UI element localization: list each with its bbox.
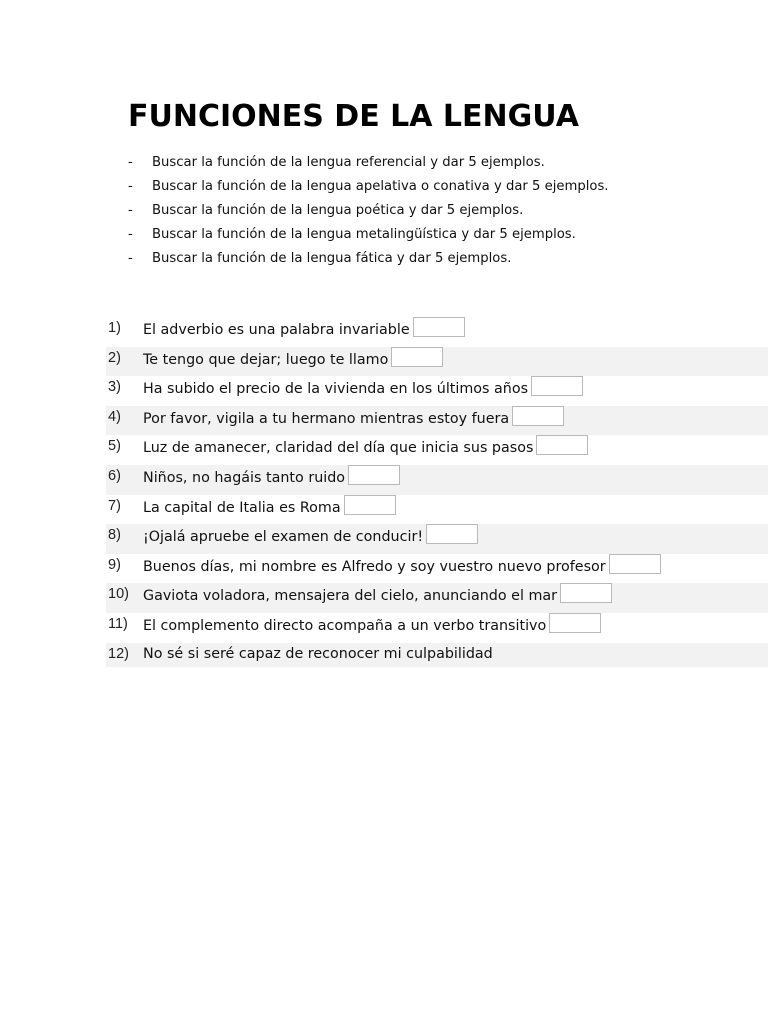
question-row-10 <box>106 583 768 613</box>
question-number: 3) <box>108 379 121 396</box>
answer-input[interactable] <box>560 583 612 603</box>
instruction-item <box>128 247 609 271</box>
answer-input[interactable] <box>531 376 583 396</box>
answer-input[interactable] <box>609 554 661 574</box>
question-content <box>143 440 588 456</box>
question-text: Por favor, vigila a tu hermano mientras estoy fuera <box>143 410 510 427</box>
question-content <box>143 588 612 604</box>
question-text: Te tengo que dejar; luego te llamo <box>143 351 389 368</box>
question-content <box>143 500 396 516</box>
question-text: Gaviota voladora, mensajera del cielo, anunciando el mar <box>143 588 558 605</box>
question-content <box>143 411 564 427</box>
answer-input[interactable] <box>536 435 588 455</box>
question-content <box>143 529 478 545</box>
question-text: Ha subido el precio de la vivienda en los últimos años <box>143 381 529 398</box>
question-number: 1) <box>108 320 121 336</box>
question-row-7 <box>106 495 768 525</box>
question-content <box>143 618 601 634</box>
question-row-5 <box>106 435 768 465</box>
instruction-bullet: - <box>128 227 133 242</box>
question-content <box>143 470 400 486</box>
question-text: El adverbio es una palabra invariable <box>143 322 410 338</box>
answer-input[interactable] <box>549 613 601 633</box>
answer-input[interactable] <box>426 524 478 544</box>
question-text: Buenos días, mi nombre es Alfredo y soy vuestro nuevo profesor <box>143 558 606 575</box>
instruction-text: Buscar la función de la lengua metalingüística y dar 5 ejemplos. <box>152 227 576 242</box>
question-text: El complemento directo acompaña a un verbo transitivo <box>143 617 547 634</box>
instruction-bullet: - <box>128 179 133 194</box>
instruction-bullet: - <box>128 251 133 266</box>
answer-input[interactable] <box>512 406 564 426</box>
question-content <box>143 352 443 368</box>
instruction-item <box>128 151 609 175</box>
question-row-3 <box>106 376 768 406</box>
question-text: Niños, no hagáis tanto ruido <box>143 469 346 486</box>
answer-input[interactable] <box>391 347 443 367</box>
question-row-2 <box>106 347 768 377</box>
instructions-list <box>128 151 609 271</box>
question-number: 12) <box>108 645 129 662</box>
question-content <box>143 322 465 338</box>
question-number: 10) <box>108 586 129 603</box>
question-number: 11) <box>108 615 128 632</box>
instruction-bullet: - <box>128 155 133 170</box>
answer-input[interactable] <box>413 317 465 337</box>
question-text: Luz de amanecer, claridad del día que inicia sus pasos <box>143 440 534 457</box>
question-row-4 <box>106 406 768 436</box>
question-row-6 <box>106 465 768 495</box>
question-number: 2) <box>108 349 121 366</box>
instruction-item <box>128 199 609 223</box>
question-number: 5) <box>108 438 121 455</box>
answer-input[interactable] <box>348 465 400 485</box>
question-number: 7) <box>108 497 121 514</box>
instruction-item <box>128 175 609 199</box>
question-row-12 <box>106 643 768 667</box>
question-content <box>143 381 583 397</box>
question-content <box>143 559 661 575</box>
instruction-text: Buscar la función de la lengua apelativa o conativa y dar 5 ejemplos. <box>152 179 609 194</box>
question-text: ¡Ojalá apruebe el examen de conducir! <box>143 529 424 546</box>
question-number: 9) <box>108 556 121 573</box>
question-row-11 <box>106 613 768 643</box>
instruction-text: Buscar la función de la lengua fática y dar 5 ejemplos. <box>152 251 512 266</box>
question-row-8 <box>106 524 768 554</box>
question-number: 4) <box>108 408 121 425</box>
instruction-item <box>128 223 609 247</box>
page-title: FUNCIONES DE LA LENGUA <box>128 99 579 134</box>
question-text: No sé si seré capaz de reconocer mi culpabilidad <box>143 645 493 662</box>
instruction-bullet: - <box>128 203 133 218</box>
question-content <box>143 646 493 662</box>
question-text: La capital de Italia es Roma <box>143 499 341 516</box>
question-row-1 <box>106 317 768 347</box>
question-row-9 <box>106 554 768 584</box>
question-number: 6) <box>108 467 121 484</box>
instruction-text: Buscar la función de la lengua referencial y dar 5 ejemplos. <box>152 155 545 170</box>
answer-input[interactable] <box>344 495 396 515</box>
instruction-text: Buscar la función de la lengua poética y dar 5 ejemplos. <box>152 203 524 218</box>
question-number: 8) <box>108 527 121 544</box>
questions-list <box>106 317 768 667</box>
